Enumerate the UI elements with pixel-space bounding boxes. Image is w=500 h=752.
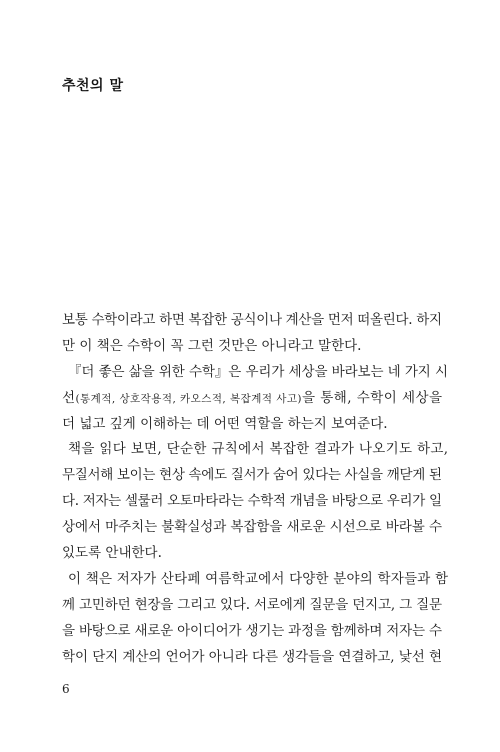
text-line: 만 이 책은 수학이 꼭 그런 것만은 아니라고 말한다. (62, 337, 362, 354)
body-text (62, 308, 449, 670)
text-line: 『더 좋은 삶을 위한 수학』은 우리가 세상을 바라보는 네 가지 시 (68, 363, 448, 380)
text-line: 을 바탕으로 새로운 아이디어가 생기는 과정을 함께하며 저자는 수 (62, 622, 442, 639)
text-line-mixed (62, 386, 442, 412)
text-fragment: 선 (62, 389, 76, 406)
text-line: 학이 단지 계산의 언어가 아니라 다른 생각들을 연결하고, 낯선 현 (62, 648, 442, 665)
page-number: 6 (62, 682, 70, 696)
text-line: 다. 저자는 셀룰러 오토마타라는 수학적 개념을 바탕으로 우리가 일 (62, 493, 442, 510)
text-line: 책을 읽다 보면, 단순한 규칙에서 복잡한 결과가 나오기도 하고, (68, 441, 449, 458)
text-line: 께 고민하던 현장을 그리고 있다. 서로에게 질문을 던지고, 그 질문 (62, 596, 442, 613)
text-fragment-small: (통계적, 상호작용적, 카오스적, 복잡계적 사고) (75, 392, 302, 405)
text-line: 무질서해 보이는 현상 속에도 질서가 숨어 있다는 사실을 깨닫게 된 (62, 467, 442, 484)
text-line: 보통 수학이라고 하면 복잡한 공식이나 계산을 먼저 떠올린다. 하지 (62, 312, 442, 328)
text-line: 있도록 안내한다. (62, 545, 162, 562)
text-line: 더 넓고 깊게 이해하는 데 어떤 역할을 하는지 보여준다. (62, 415, 388, 432)
section-heading: 추천의 말 (62, 78, 124, 94)
text-fragment: 을 통해, 수학이 세상을 (301, 389, 443, 406)
text-line: 이 책은 저자가 산타페 여름학교에서 다양한 분야의 학자들과 함 (68, 570, 449, 587)
text-line: 상에서 마주치는 불확실성과 복잡함을 새로운 시선으로 바라볼 수 (62, 519, 442, 536)
